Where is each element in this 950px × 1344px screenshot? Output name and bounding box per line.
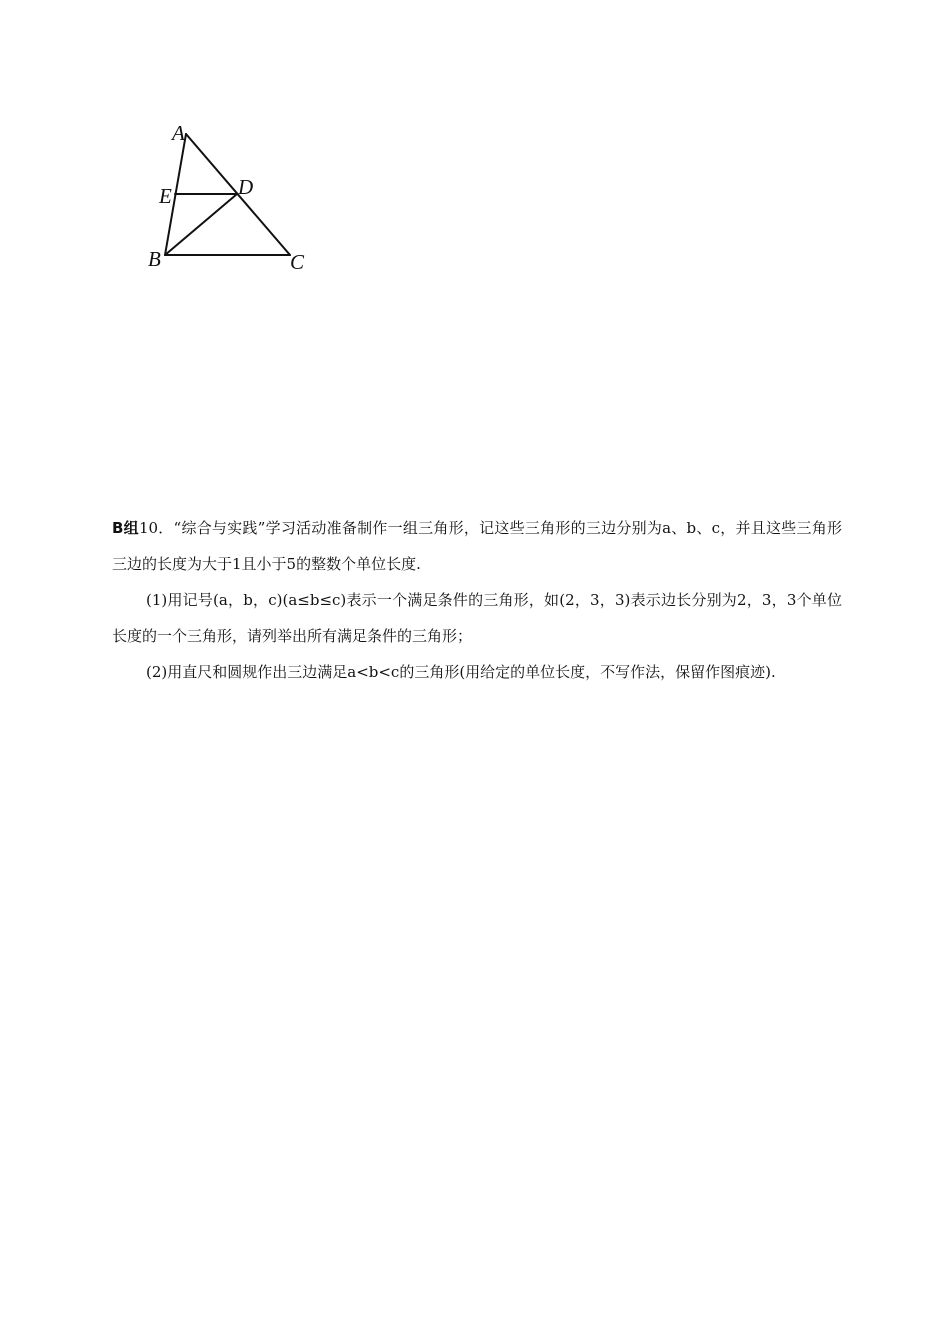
point-label-A: A [172,121,185,145]
point-label-B: B [148,247,161,271]
point-label-D: D [238,175,254,199]
segment-BD [165,194,237,255]
problem-intro [112,510,842,582]
group-label: B组 [112,519,139,537]
triangle-diagram [140,112,330,282]
problem-block [112,510,842,690]
problem-intro-text: 10．“综合与实践”学习活动准备制作一组三角形，记这些三角形的三边分别为a、b、c，并且这些三角形三边的长度为大于1且小于5的整数个单位长度. [112,519,843,573]
geometry-figure [140,112,330,282]
point-label-E: E [159,184,172,208]
problem-part-1: (1)用记号(a，b，c)(a≤b≤c)表示一个满足条件的三角形，如(2，3，3)表示边长分别为2，3，3个单位长度的一个三角形，请列举出所有满足条件的三角形； [112,591,842,645]
point-label-C: C [290,250,305,274]
problem-part-2: (2)用直尺和圆规作出三边满足a<b<c的三角形(用给定的单位长度，不写作法，保留作图痕迹). [146,663,776,681]
